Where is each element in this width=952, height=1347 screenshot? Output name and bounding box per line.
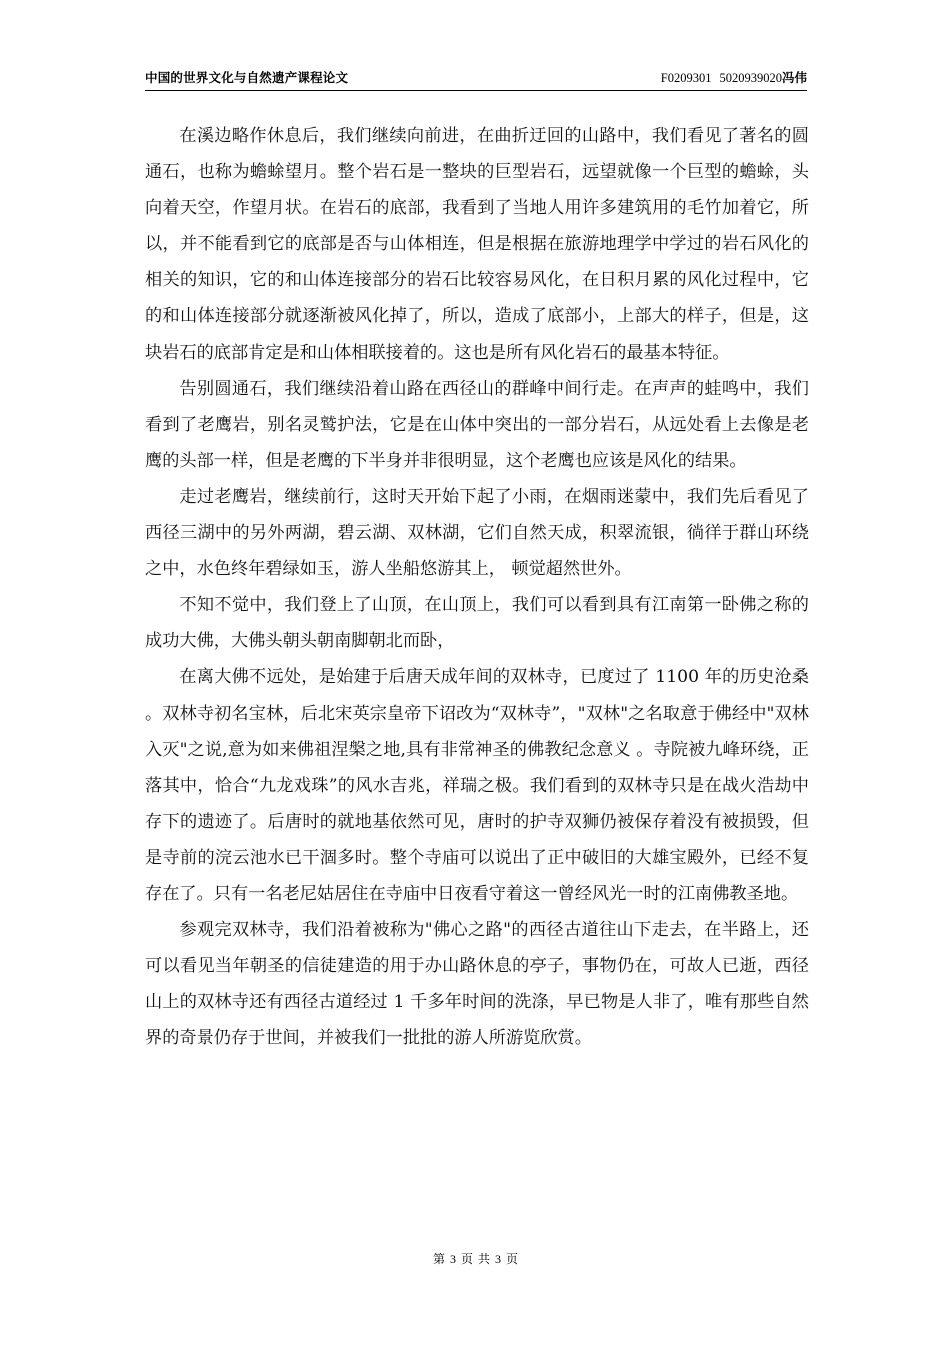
- course-code: F0209301: [660, 71, 712, 85]
- paragraph-2: 告别圆通石，我们继续沿着山路在西径山的群峰中间行走。在声声的蛙鸣中，我们看到了老鹰岩，别名灵鹫护法，它是在山体中突出的一部分岩石，从远处看上去像是老鹰的头部一样，但是老鹰的下半身并非很明显，这个老鹰也应该是风化的结果。: [145, 378, 809, 471]
- header-meta: [661, 68, 807, 86]
- paragraph-1: 在溪边略作休息后，我们继续向前进，在曲折迂回的山路中，我们看见了著名的圆通石，也称为蟾蜍望月。整个岩石是一整块的巨型岩石，远望就像一个巨型的蟾蜍，头向着天空，作望月状。在岩石的底部，我看到了当地人用许多建筑用的毛竹加着它，所以，并不能看到它的底部是否与山体相连，但是根据在旅游地理学中学过的岩石风化的相关的知识，它的和山体连接部分的岩石比较容易风化，在日积月累的风化过程中，它的和山体连接部分就逐渐被风化掉了，所以，造成了底部小，上部大的样子，但是，这块岩石的底部肯定是和山体相联接着的。这也是所有风化岩石的最基本特征。: [145, 126, 809, 363]
- paragraph-4: 不知不觉中，我们登上了山顶，在山顶上，我们可以看到具有江南第一卧佛之称的成功大佛，大佛头朝头朝南脚朝北而卧，: [145, 595, 809, 652]
- paragraph-3: 走过老鹰岩，继续前行，这时天开始下起了小雨，在烟雨迷蒙中，我们先后看见了西径三湖中的另外两湖，碧云湖、双林湖，它们自然天成，积翠流银，徜徉于群山环绕之中，水色终年碧绿如玉，游人坐船悠游其上， 顿觉超然世外。: [145, 486, 809, 580]
- student-id: 5020939020: [719, 71, 782, 85]
- page-header: [145, 66, 807, 91]
- paragraph-5: 在离大佛不远处，是始建于后唐天成年间的双林寺，已度过了 1100 年的历史沧桑 。双林寺初名宝林，后北宋英宗皇帝下诏改为“双林寺”，"双林"之名取意于佛经中"双林入灭"之说,意为如来佛祖涅槃之地,具有非常神圣的佛教纪念意义 。寺院被九峰环绕，正落其中，恰合“九龙戏珠”的风水吉兆，祥瑞之极。我们看到的双林寺只是在战火浩劫中存下的遗迹了。后唐时的就地基依然可见，唐时的护寺双狮仍被保存着没有被损毁，但是寺前的浣云池水已干涸多时。整个寺庙可以说出了正中破旧的大雄宝殿外，已经不复存在了。只有一名老尼姑居住在寺庙中日夜看守着这一曾经风光一时的江南佛教圣地。: [145, 667, 809, 904]
- body-text: [145, 118, 809, 1056]
- paragraph-6: 参观完双林寺，我们沿着被称为"佛心之路"的西径古道往山下走去，在半路上，还可以看见当年朝圣的信徒建造的用于办山路休息的亭子，事物仍在，可故人已逝，西径山上的双林寺还有西径古道经过 1 千多年时间的洗涤，早已物是人非了，唯有那些自然界的奇景仍存于世间，并被我们一批批的游人所游览欣赏。: [145, 920, 809, 1049]
- page-footer: [0, 1250, 952, 1267]
- course-title: 中国的世界文化与自然遗产课程论文: [145, 70, 349, 85]
- author-name: 冯伟: [781, 70, 807, 85]
- page-number: 第 3 页 共 3 页: [432, 1252, 519, 1266]
